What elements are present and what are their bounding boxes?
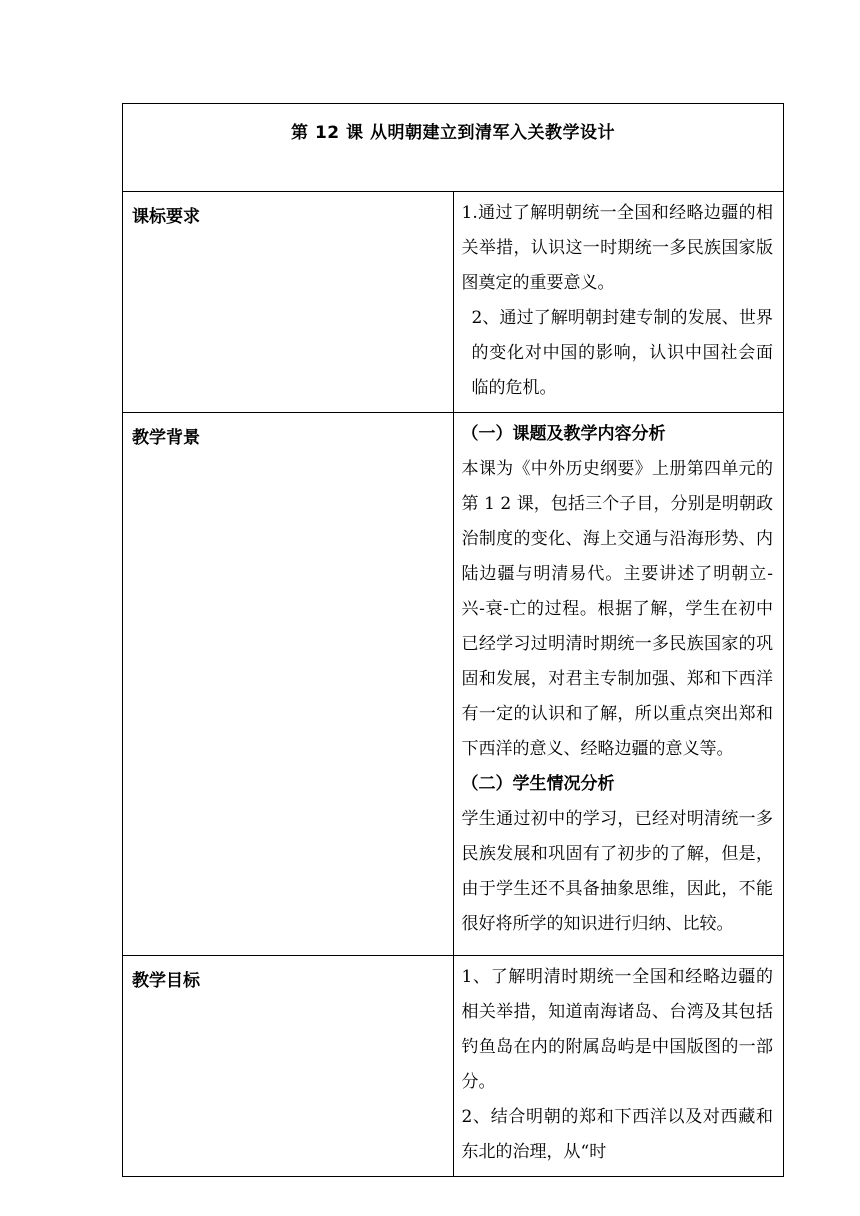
section-label-teaching-objectives: 教学目标 <box>123 956 454 1177</box>
section-label-teaching-background: 教学背景 <box>123 413 454 956</box>
background-heading-content-analysis: （一）课题及教学内容分析 <box>461 424 666 444</box>
background-heading-student-analysis: （二）学生情况分析 <box>461 774 615 794</box>
section-content-teaching-objectives <box>453 956 784 1177</box>
standard-paragraph-1: 1.通过了解明朝统一全国和经略边疆的相关举措，认识这一时期统一多民族国家版图奠定的重要意义。 <box>461 203 773 293</box>
objective-paragraph-1: 1、了解明清时期统一全国和经略边疆的相关举措，知道南海诸岛、台湾及其包括钓鱼岛在内的附属岛屿是中国版图的一部分。 <box>461 967 773 1092</box>
section-row-teaching-objectives <box>123 956 784 1177</box>
background-text-content-analysis: 本课为《中外历史纲要》上册第四单元的第 1 2 课，包括三个子目，分别是明朝政治制度的变化、海上交通与沿海形势、内陆边疆与明清易代。主要讲述了明朝立-兴-衰-亡的过程。根据了解，学生在初中已经学习过明清时期统一多民族国家的巩固和发展，对君主专制加强、郑和下西洋有一定的认识和了解，所以重点突出郑和下西洋的意义、经略边疆的意义等。 <box>461 459 773 759</box>
section-label-curriculum-standard: 课标要求 <box>123 192 454 413</box>
section-row-teaching-background <box>123 413 784 956</box>
background-text-student-analysis: 学生通过初中的学习，已经对明清统一多民族发展和巩固有了初步的了解，但是，由于学生还不具备抽象思维，因此，不能很好将所学的知识进行归纳、比较。 <box>461 809 773 934</box>
section-content-teaching-background <box>453 413 784 956</box>
lesson-plan-table <box>122 103 784 1177</box>
standard-paragraph-2: 2、通过了解明朝封建专制的发展、世界的变化对中国的影响，认识中国社会面临的危机。 <box>471 308 773 398</box>
section-content-curriculum-standard <box>453 192 784 413</box>
title-row <box>123 104 784 192</box>
document-title: 第 12 课 从明朝建立到清军入关教学设计 <box>291 123 615 143</box>
objective-paragraph-2: 2、结合明朝的郑和下西洋以及对西藏和东北的治理，从“时 <box>461 1107 773 1162</box>
section-row-curriculum-standard <box>123 192 784 413</box>
title-cell <box>123 104 784 192</box>
